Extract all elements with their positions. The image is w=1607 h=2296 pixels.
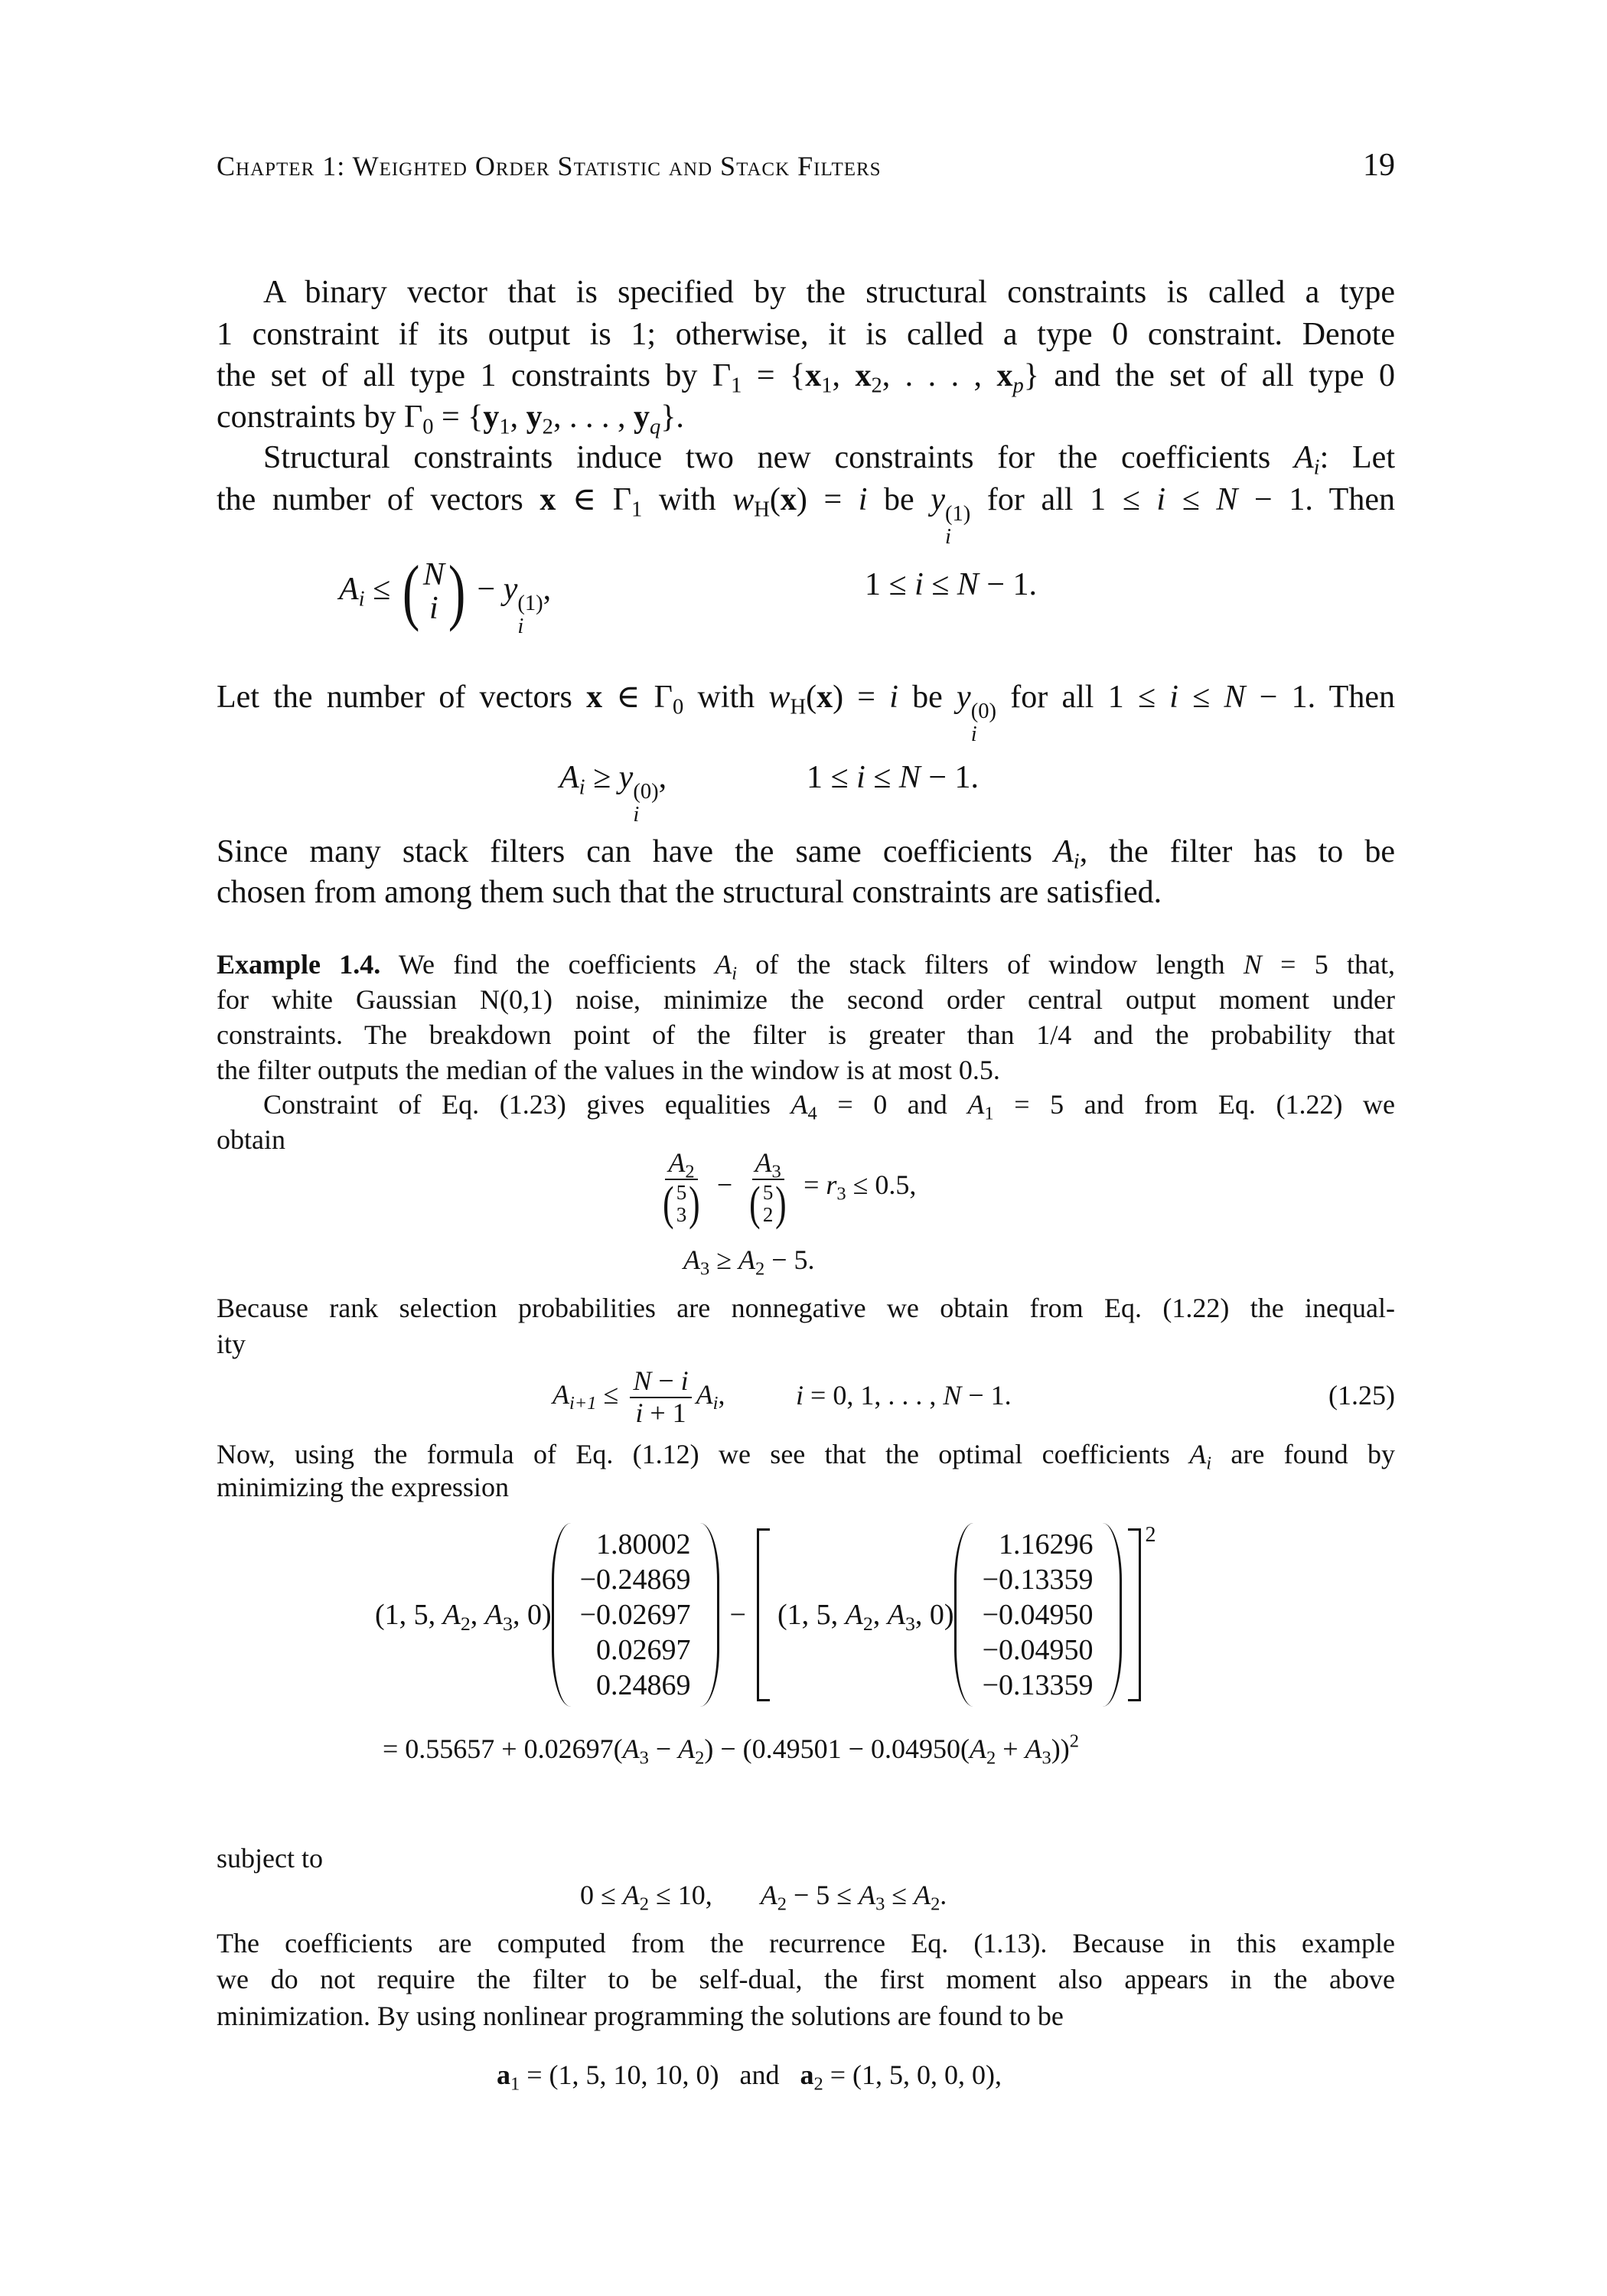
math-i: i <box>635 1397 644 1428</box>
example-line <box>217 1998 1064 2033</box>
vector-entry: −0.24869 <box>579 1564 691 1596</box>
math-subi: i <box>1313 455 1320 480</box>
math-sub: 3 <box>639 1747 649 1769</box>
vector-entry: 0.24869 <box>596 1669 691 1701</box>
math-i: A <box>967 1089 985 1120</box>
right-paren <box>1103 1523 1122 1707</box>
math-i: A <box>678 1733 696 1764</box>
right-paren: ) <box>689 1177 700 1230</box>
right-paren: ) <box>775 1177 787 1230</box>
text-run: we do not require the filter to be self-dual, the first moment also appears in the above <box>217 1964 1395 1994</box>
example-line <box>217 947 1395 982</box>
superscript: (1) <box>944 502 971 527</box>
math-i: A <box>339 571 359 607</box>
math-b: Example 1.4. <box>217 949 381 980</box>
text-run: subject to <box>217 1843 323 1874</box>
text-run: A binary vector that is specified by the structural constraints is called a type <box>263 275 1395 310</box>
binomial-coefficient <box>399 550 469 632</box>
text-run: = 5 and from Eq. (1.22) we <box>993 1089 1396 1120</box>
text-run: − <box>469 571 504 607</box>
text-run: , <box>470 1599 485 1631</box>
math-sub: 2 <box>931 1893 940 1915</box>
text-run: the number of vectors <box>217 482 540 517</box>
math-subi: p <box>1012 373 1024 398</box>
vector-entry: −0.04950 <box>982 1634 1094 1666</box>
text-run: ≤ 10, <box>649 1880 761 1910</box>
example-line <box>217 1469 509 1505</box>
example-line <box>217 1326 246 1362</box>
text-run: − <box>648 1733 679 1764</box>
text-run: ≤ 0.5, <box>846 1169 917 1201</box>
text-run: ≤ <box>1178 680 1224 715</box>
text-run: ∈ Γ <box>602 680 673 715</box>
row-vector <box>375 1598 552 1635</box>
text-run: ≥ <box>709 1244 738 1275</box>
text-line <box>217 872 1162 913</box>
math-i: A <box>553 1378 569 1410</box>
math-i: A <box>914 1880 931 1910</box>
text-run: , . . . , <box>882 358 997 393</box>
equation <box>580 1877 947 1913</box>
math-i: N <box>943 1380 962 1411</box>
sup-sub-script <box>971 700 996 746</box>
text-run: the set of all type 1 constraints by Γ <box>217 358 732 393</box>
text-run: Now, using the formula of Eq. (1.12) we see that the optimal coefficients <box>217 1439 1190 1469</box>
text-run: Since many stack filters can have the same coefficients <box>217 834 1054 869</box>
fraction <box>657 1148 706 1228</box>
superscript: (1) <box>517 592 543 616</box>
text-run: Constraint of Eq. (1.23) gives equalities <box>263 1089 791 1120</box>
math-sub: 2 <box>695 1747 705 1769</box>
math-sub: 3 <box>875 1893 885 1915</box>
text-run: ≤ <box>1165 482 1217 517</box>
left-paren <box>552 1523 571 1707</box>
binomial-top: 5 <box>676 1181 687 1205</box>
text-run: (1.25) <box>1328 1380 1395 1411</box>
math-i: y <box>957 680 971 715</box>
text-run: of the stack filters of window length <box>737 949 1244 980</box>
text-run: )) <box>1051 1733 1070 1764</box>
text-run: = 5 that, <box>1261 949 1395 980</box>
text-run: Structural constraints induce two new constraints for the coefficients <box>263 440 1294 475</box>
example-line <box>217 1290 1395 1326</box>
math-i: i <box>680 1365 689 1396</box>
subscript: i <box>944 525 951 550</box>
text-run: = { <box>742 358 806 393</box>
text-run: The coefficients are computed from the recurrence Eq. (1.13). Because in this example <box>217 1928 1395 1958</box>
denominator <box>632 1398 689 1429</box>
text-run: minimization. By using nonlinear programming the solutions are found to be <box>217 2001 1064 2031</box>
text-run: ≤ <box>923 567 957 602</box>
left-paren: ( <box>663 1177 674 1230</box>
text-run: , <box>832 358 856 393</box>
math-i: N <box>1224 680 1246 715</box>
text-run: with <box>683 680 769 715</box>
superscript: (0) <box>970 700 996 724</box>
math-sub: 4 <box>807 1103 817 1124</box>
math-b: x <box>817 680 833 715</box>
math-sub: 1 <box>731 373 742 398</box>
math-i: y <box>931 482 945 517</box>
math-i: N <box>1216 482 1238 517</box>
math-subi: i <box>579 775 585 800</box>
text-run: be <box>867 482 931 517</box>
text-run: for white Gaussian N(0,1) noise, minimize the second order central output moment under <box>217 984 1395 1015</box>
text-run: = 0.55657 + 0.02697( <box>383 1733 623 1764</box>
text-run: . <box>940 1880 947 1910</box>
math-i: A <box>887 1599 905 1631</box>
vector-entry: 1.16296 <box>999 1528 1094 1561</box>
math-sub: 0 <box>422 415 434 439</box>
binomial-stack <box>763 1182 774 1225</box>
text-run: ≤ <box>596 1378 626 1410</box>
math-i: i <box>796 1380 804 1411</box>
equation <box>683 1242 815 1280</box>
left-paren: ( <box>749 1177 761 1230</box>
text-run: be <box>898 680 957 715</box>
math-b: x <box>780 482 797 517</box>
text-run: 1 ≤ <box>807 760 857 795</box>
text-run: ≤ <box>865 760 899 795</box>
math-subi: i+1 <box>569 1393 597 1414</box>
math-subi: i <box>358 587 365 612</box>
text-run: are found by <box>1211 1439 1396 1469</box>
text-run: ( <box>806 680 817 715</box>
example-line <box>217 1437 1395 1472</box>
math-sub: 1 <box>499 415 510 439</box>
text-line <box>217 396 684 438</box>
math-i: A <box>755 1147 772 1178</box>
fraction <box>744 1148 792 1228</box>
math-i: A <box>715 949 732 980</box>
superscript: (0) <box>633 780 659 804</box>
equation <box>497 2057 1002 2095</box>
math-i: A <box>1293 440 1314 475</box>
text-run: ≤ <box>885 1880 914 1910</box>
math-i: w <box>732 482 755 517</box>
text-run: = { <box>433 400 484 435</box>
sup-sub-script <box>517 592 543 638</box>
left-paren: ( <box>402 550 420 632</box>
text-run: − 1. Then <box>1245 680 1395 715</box>
text-run: ) = <box>833 680 890 715</box>
text-run: for all 1 ≤ <box>970 482 1157 517</box>
left-paren <box>954 1523 973 1707</box>
text-run: the filter outputs the median of the values in the window is at most 0.5. <box>217 1055 1000 1085</box>
text-run: − 5 ≤ <box>787 1880 859 1910</box>
subscript: i <box>517 615 524 639</box>
math-i: w <box>768 680 790 715</box>
math-i: i <box>1156 482 1166 517</box>
matrix-expression <box>375 1523 1156 1707</box>
text-run: chosen from among them such that the structural constraints are satisfied. <box>217 875 1162 910</box>
text-run: = 0 and <box>817 1089 968 1120</box>
text-run: , . . . , <box>553 400 634 435</box>
math-b: x <box>855 358 872 393</box>
math-b: y <box>526 400 543 435</box>
right-paren: ) <box>448 550 466 632</box>
math-i: y <box>618 760 634 795</box>
equation-condition <box>796 1378 1012 1413</box>
binomial-stack <box>423 558 445 625</box>
vector-entry: −0.13359 <box>982 1669 1094 1701</box>
text-run: We find the coefficients <box>380 949 715 980</box>
binomial-stack <box>676 1182 687 1225</box>
math-sub: 2 <box>777 1893 787 1915</box>
text-run: − <box>709 1169 740 1201</box>
text-run: − 5. <box>764 1244 815 1275</box>
text-run: = <box>797 1169 826 1201</box>
text-run: = 0, 1, . . . , <box>804 1380 944 1411</box>
math-i: A <box>859 1880 876 1910</box>
text-run: with <box>642 482 733 517</box>
math-sub: 1 <box>631 497 643 522</box>
math-b: x <box>586 680 603 715</box>
math-sub: 3 <box>700 1258 710 1280</box>
binomial-coefficient <box>660 1177 702 1230</box>
text-line <box>217 314 1395 355</box>
text-run: constraints by Γ <box>217 400 423 435</box>
equation <box>383 1730 1079 1769</box>
math-sub: H <box>790 695 807 719</box>
math-i: A <box>668 1147 686 1178</box>
binomial-bottom: i <box>429 591 438 627</box>
math-b: x <box>805 358 822 393</box>
math-i: A <box>760 1880 777 1910</box>
text-run: 0 ≤ <box>580 1880 623 1910</box>
math-sub: 3 <box>836 1183 846 1205</box>
math-i: y <box>503 571 518 607</box>
math-sub: 2 <box>639 1893 649 1915</box>
equation-condition <box>807 757 979 798</box>
text-run: − <box>651 1365 681 1396</box>
vector-entry: 0.02697 <box>596 1634 691 1666</box>
text-run: (1, 5, <box>777 1599 846 1631</box>
math-i: i <box>914 567 924 602</box>
minus-sign: − <box>729 1599 746 1631</box>
text-run: , 0) <box>914 1599 954 1631</box>
sup-sub-script <box>633 781 658 827</box>
math-sub: 3 <box>1041 1747 1051 1769</box>
text-run: Let the number of vectors <box>217 680 587 715</box>
vector-entry: −0.04950 <box>982 1599 1094 1631</box>
text-run: , <box>718 1378 725 1410</box>
math-sub: 3 <box>905 1612 915 1635</box>
text-run: }. <box>660 400 684 435</box>
text-line <box>217 355 1395 396</box>
text-run: − 1. <box>961 1380 1012 1411</box>
equation-lhs <box>339 550 552 639</box>
text-run: : Let <box>1319 440 1395 475</box>
text-run: = (1, 5, 0, 0, 0), <box>823 2060 1002 2090</box>
math-sub: 2 <box>871 373 882 398</box>
numerator <box>630 1366 691 1398</box>
math-sub: 1 <box>984 1103 994 1124</box>
running-header: Chapter 1: Weighted Order Statistic and Stack Filters <box>217 151 882 181</box>
math-i: A <box>738 1244 755 1275</box>
math-i: N <box>957 567 979 602</box>
math-sup: 2 <box>1069 1730 1079 1752</box>
math-subi: q <box>649 415 661 439</box>
text-line <box>263 272 1395 313</box>
math-i: i <box>889 680 898 715</box>
example-line <box>217 982 1395 1017</box>
text-run: , the filter has to be <box>1079 834 1395 869</box>
numerator <box>665 1148 697 1180</box>
math-subi: i <box>1206 1453 1212 1474</box>
example-line <box>217 1052 1000 1088</box>
exponent: 2 <box>1145 1523 1156 1547</box>
column-vector-1 <box>571 1527 700 1703</box>
text-run: for all 1 ≤ <box>996 680 1170 715</box>
math-b: x <box>539 482 556 517</box>
text-run: , <box>543 571 552 607</box>
text-run: 1 constraint if its output is 1; otherwise, it is called a type 0 constraint. Denote <box>217 317 1395 352</box>
math-sub: 1 <box>510 2073 520 2095</box>
vector-entry: −0.02697 <box>579 1599 691 1631</box>
text-line <box>217 479 1395 549</box>
text-run: − 1. <box>978 567 1037 602</box>
math-sub: 1 <box>821 373 833 398</box>
text-run: ity <box>217 1329 246 1359</box>
math-subi: i <box>712 1393 719 1414</box>
math-i: A <box>622 1733 640 1764</box>
vector-entry: 1.80002 <box>596 1528 691 1561</box>
math-i: r <box>826 1169 837 1201</box>
math-i: A <box>484 1599 504 1631</box>
math-i: A <box>969 1733 986 1764</box>
math-sub: 2 <box>542 415 553 439</box>
text-line <box>217 677 1395 746</box>
math-i: i <box>856 760 865 795</box>
text-run: obtain <box>217 1124 285 1155</box>
vector-entry: −0.13359 <box>982 1564 1094 1596</box>
math-sub: 2 <box>986 1747 996 1769</box>
example-line <box>217 1926 1395 1961</box>
column-vector-2 <box>973 1527 1103 1703</box>
math-sub: H <box>754 497 770 522</box>
text-run: ≥ <box>585 760 619 795</box>
equation-lhs <box>559 757 667 827</box>
text-run: , <box>510 400 526 435</box>
math-sub: 0 <box>672 695 684 719</box>
numerator <box>752 1148 784 1180</box>
equation-number <box>1328 1378 1395 1413</box>
text-run: 1 ≤ <box>865 567 915 602</box>
math-sub: 3 <box>771 1161 781 1182</box>
left-bracket <box>757 1528 770 1701</box>
math-i: i <box>1169 680 1178 715</box>
text-run: (1, 5, <box>375 1599 443 1631</box>
text-run: + <box>996 1733 1025 1764</box>
example-line <box>217 1841 323 1876</box>
text-run: ( <box>769 482 781 517</box>
binomial-top: 5 <box>762 1181 774 1205</box>
binomial-bottom: 3 <box>676 1202 687 1226</box>
math-i: N <box>633 1365 652 1396</box>
fraction <box>630 1366 691 1428</box>
text-line <box>263 437 1395 478</box>
math-i: i <box>858 482 868 517</box>
text-run: ) − (0.49501 − 0.04950( <box>704 1733 970 1764</box>
text-run: , <box>872 1599 888 1631</box>
text-run: ∈ Γ <box>556 482 631 517</box>
math-i: A <box>622 1880 640 1910</box>
binomial-top: N <box>422 557 445 593</box>
text-run: = (1, 5, 10, 10, 0) and <box>520 2060 800 2090</box>
denominator <box>657 1177 706 1230</box>
equation <box>653 1148 916 1228</box>
page-number: 19 <box>1363 148 1395 183</box>
math-i: A <box>1054 834 1074 869</box>
text-run: } and the set of all type 0 <box>1023 358 1396 393</box>
text-run: constraints. The breakdown point of the filter is greater than 1/4 and the probability that <box>217 1019 1395 1050</box>
math-i: A <box>1189 1439 1207 1469</box>
math-i: A <box>442 1599 461 1631</box>
denominator <box>744 1177 792 1230</box>
math-b: y <box>633 400 650 435</box>
math-sub: 2 <box>813 2073 823 2095</box>
text-run: , <box>658 760 667 795</box>
example-line <box>217 1017 1395 1052</box>
math-b: x <box>996 358 1013 393</box>
equation-lhs <box>553 1366 725 1428</box>
text-run: − 1. <box>920 760 979 795</box>
math-i: A <box>696 1378 713 1410</box>
math-sub: 2 <box>755 1258 765 1280</box>
example-line <box>217 1122 285 1157</box>
example-line <box>263 1087 1395 1122</box>
text-run: ) = <box>796 482 859 517</box>
text-run: ≤ <box>364 571 399 607</box>
binomial-bottom: 2 <box>762 1202 774 1226</box>
math-subi: i <box>1073 850 1080 874</box>
text-run: , 0) <box>512 1599 552 1631</box>
math-sub: 2 <box>685 1161 695 1182</box>
math-i: A <box>845 1599 863 1631</box>
text-run: + 1 <box>643 1397 686 1428</box>
row-vector <box>777 1598 954 1635</box>
math-sub: 2 <box>862 1612 873 1635</box>
math-i: A <box>683 1244 700 1275</box>
math-sub: 3 <box>503 1612 513 1635</box>
text-run: − 1. Then <box>1237 482 1395 517</box>
math-i: A <box>559 760 579 795</box>
sup-sub-script <box>945 503 970 549</box>
text-run: Because rank selection probabilities are nonnegative we obtain from Eq. (1.22) the inequal- <box>217 1293 1395 1323</box>
math-i: N <box>898 760 921 795</box>
text-line <box>217 831 1395 872</box>
math-b: y <box>483 400 500 435</box>
equation-condition <box>865 564 1037 605</box>
math-i: A <box>1025 1733 1042 1764</box>
math-subi: i <box>732 963 737 984</box>
math-i: N <box>1243 949 1262 980</box>
right-bracket <box>1128 1528 1141 1701</box>
text-run: minimizing the expression <box>217 1472 509 1502</box>
subscript: i <box>633 803 640 827</box>
math-i: A <box>790 1089 808 1120</box>
math-sub: 2 <box>460 1612 471 1635</box>
math-b: a <box>800 2060 814 2090</box>
example-line <box>217 1962 1395 1997</box>
binomial-coefficient <box>747 1177 789 1230</box>
math-b: a <box>497 2060 510 2090</box>
subscript: i <box>970 722 977 747</box>
right-paren <box>700 1523 719 1707</box>
